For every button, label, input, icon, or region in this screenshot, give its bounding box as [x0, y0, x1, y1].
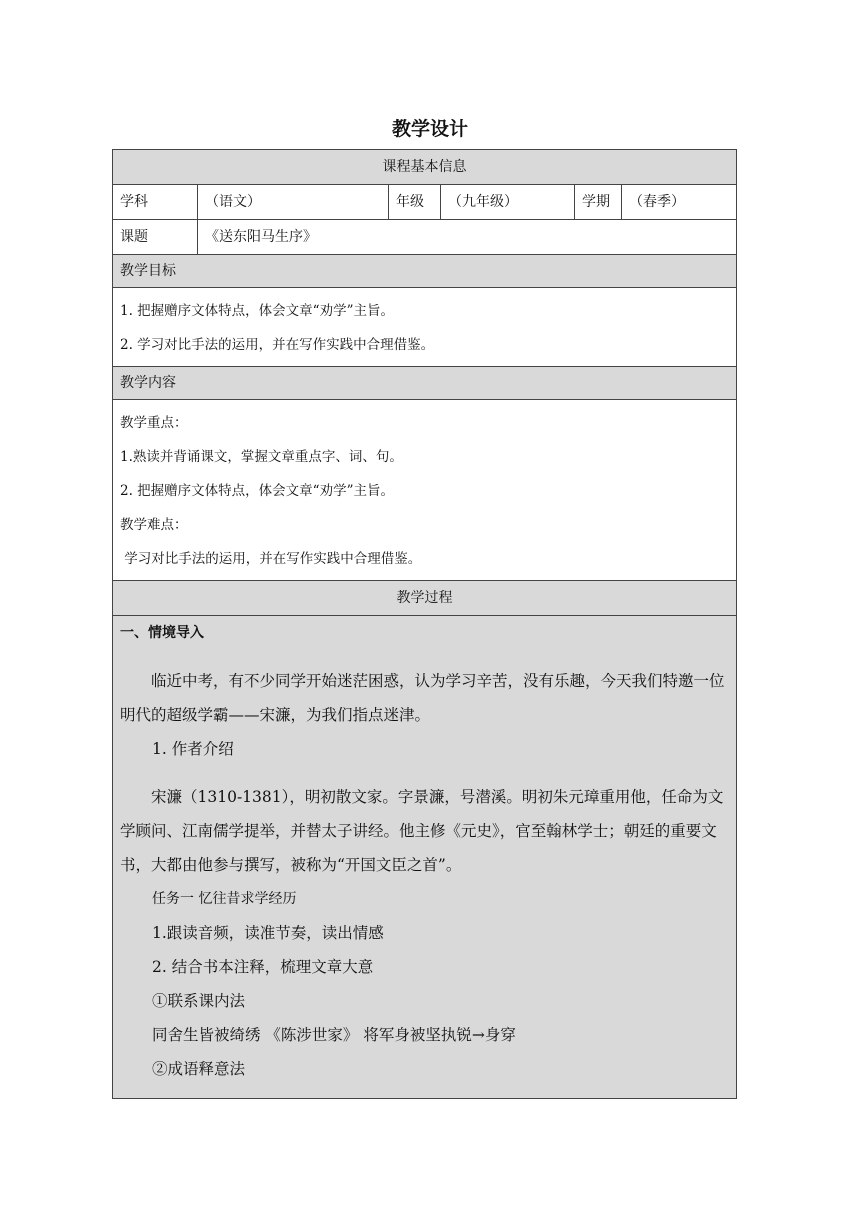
task-heading: 任务一 忆往昔求学经历: [152, 891, 297, 907]
author-heading: 1. 作者介绍: [152, 740, 234, 758]
content-label: 教学内容: [113, 367, 736, 400]
method-item: ①联系课内法: [152, 992, 246, 1010]
topic-row: [113, 220, 736, 255]
content-list: [113, 400, 736, 581]
lesson-plan-table: [112, 149, 737, 1099]
topic-label: 课题: [113, 220, 198, 254]
content-line: 2. 把握赠序文体特点，体会文章“劝学”主旨。: [120, 483, 394, 499]
content-line: 学习对比手法的运用，并在写作实践中合理借鉴。: [120, 551, 422, 567]
content-line: 教学重点：: [120, 415, 188, 431]
process-header: 教学过程: [113, 581, 736, 616]
goal-item: 2. 学习对比手法的运用，并在写作实践中合理借鉴。: [120, 337, 435, 353]
section-heading: 一、情境导入: [120, 625, 204, 641]
grade-value: （九年级）: [441, 185, 575, 219]
process-body: [113, 616, 736, 1098]
topic-value: 《送东阳马生序》: [205, 229, 317, 245]
subject-label: 学科: [113, 185, 198, 219]
goals-list: [113, 288, 736, 367]
term-value: （春季）: [629, 194, 685, 210]
info-row: [113, 185, 736, 220]
basic-info-header: 课程基本信息: [113, 150, 736, 185]
term-label: 学期: [575, 185, 622, 219]
page-title: 教学设计: [391, 118, 468, 140]
example-line: 同舍生皆被绮绣 《陈涉世家》 将军身被坚执锐→身穿: [152, 1026, 516, 1044]
step-item: 1.跟读音频，读准节奏，读出情感: [152, 924, 384, 942]
content-line: 教学难点：: [120, 517, 188, 533]
step-item: 2. 结合书本注释，梳理文章大意: [152, 958, 374, 976]
content-line: 1.熟读并背诵课文，掌握文章重点字、词、句。: [120, 449, 403, 465]
author-paragraph: 宋濂（1310-1381），明初散文家。字景濂，号潜溪。明初朱元璋重用他，任命为文学顾问、江南儒学提举，并替太子讲经。他主修《元史》，官至翰林学士；朝廷的重要文书，大都由他参与撰写，被称为“开国文臣之首”。: [120, 788, 724, 874]
method-item: ②成语释意法: [152, 1060, 246, 1078]
grade-label: 年级: [389, 185, 441, 219]
intro-paragraph: 临近中考，有不少同学开始迷茫困惑，认为学习辛苦，没有乐趣，今天我们特邀一位明代的超级学霸——宋濂，为我们指点迷津。: [120, 672, 725, 724]
subject-value: （语文）: [198, 185, 389, 219]
goals-label: 教学目标: [113, 255, 736, 288]
goal-item: 1. 把握赠序文体特点，体会文章“劝学”主旨。: [120, 303, 394, 319]
